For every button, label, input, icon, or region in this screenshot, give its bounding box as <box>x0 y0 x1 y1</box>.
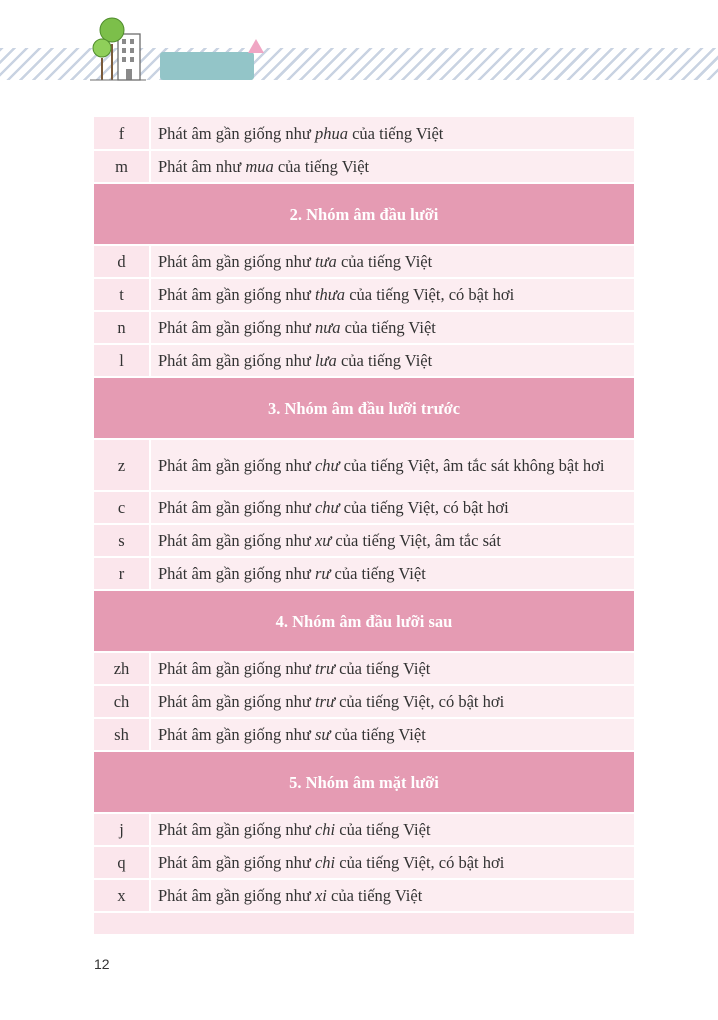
description-text: Phát âm gần giống như <box>158 285 315 304</box>
pinyin-letter: ch <box>94 685 150 718</box>
pronunciation-description <box>150 813 634 846</box>
pronunciation-description <box>150 439 634 491</box>
example-word: chư <box>314 455 340 475</box>
pinyin-letter: zh <box>94 652 150 685</box>
description-text: Phát âm gần giống như <box>158 820 315 839</box>
table-row <box>94 524 634 557</box>
example-word: lưa <box>314 351 337 370</box>
pronunciation-description <box>150 278 634 311</box>
description-text: của tiếng Việt <box>330 564 426 583</box>
example-word: trư <box>314 659 335 678</box>
example-word: thưa <box>314 285 346 304</box>
example-word: trư <box>314 692 335 711</box>
table-row <box>94 117 634 150</box>
pronunciation-description <box>150 685 634 718</box>
table-row <box>94 245 634 278</box>
pinyin-letter: c <box>94 491 150 524</box>
description-text: của tiếng Việt <box>336 351 433 370</box>
description-text: của tiếng Việt, có bật hơi <box>335 853 505 872</box>
pronunciation-description <box>150 879 634 912</box>
description-text: Phát âm gần giống như <box>158 692 315 711</box>
pronunciation-table-body <box>94 117 634 934</box>
description-text: của tiếng Việt, âm tắc sát không bật hơi <box>339 455 605 475</box>
example-word: xư <box>314 531 332 550</box>
description-text: Phát âm gần giống như <box>158 531 315 550</box>
pronunciation-description <box>150 150 634 183</box>
description-text: của tiếng Việt, âm tắc sát <box>331 531 501 550</box>
table-row <box>94 879 634 912</box>
pronunciation-description <box>150 311 634 344</box>
table-row <box>94 439 634 491</box>
pronunciation-description <box>150 557 634 590</box>
description-text: Phát âm gần giống như <box>158 886 315 905</box>
description-text: Phát âm gần giống như <box>158 498 315 517</box>
description-text: Phát âm gần giống như <box>158 659 315 678</box>
table-row <box>94 685 634 718</box>
triangle-icon <box>248 39 264 53</box>
pinyin-letter: t <box>94 278 150 311</box>
description-text: của tiếng Việt, có bật hơi <box>339 498 509 517</box>
group-header-row <box>94 183 634 245</box>
pinyin-letter: r <box>94 557 150 590</box>
table-row <box>94 311 634 344</box>
group-header-row <box>94 751 634 813</box>
pinyin-letter: s <box>94 524 150 557</box>
description-text: Phát âm gần giống như <box>158 725 315 744</box>
table-footer-spacer <box>94 912 634 934</box>
pinyin-letter: j <box>94 813 150 846</box>
example-word: rư <box>314 564 331 583</box>
example-word: chư <box>314 498 340 517</box>
table-row <box>94 846 634 879</box>
description-text: của tiếng Việt <box>335 820 431 839</box>
group-header-row <box>94 377 634 439</box>
pinyin-letter: x <box>94 879 150 912</box>
group-header-row <box>94 590 634 652</box>
pronunciation-description <box>150 491 634 524</box>
example-word: chi <box>314 820 336 839</box>
description-text: Phát âm gần giống như <box>158 455 315 475</box>
page-number: 12 <box>94 956 110 972</box>
description-text: Phát âm gần giống như <box>158 318 315 337</box>
table-row <box>94 652 634 685</box>
description-text: của tiếng Việt, có bật hơi <box>334 692 505 711</box>
pronunciation-table <box>94 117 634 934</box>
pinyin-letter: l <box>94 344 150 377</box>
pinyin-letter: sh <box>94 718 150 751</box>
pinyin-letter: z <box>94 439 150 491</box>
description-text: của tiếng Việt <box>347 123 444 143</box>
pronunciation-description <box>150 117 634 150</box>
example-word: xi <box>314 886 327 905</box>
description-text: của tiếng Việt <box>336 252 433 271</box>
description-text: Phát âm gần giống như <box>158 351 315 370</box>
pinyin-letter: d <box>94 245 150 278</box>
group-header-title: 5. Nhóm âm mặt lưỡi <box>94 751 634 813</box>
group-header-title: 4. Nhóm âm đầu lưỡi sau <box>94 590 634 652</box>
description-text: Phát âm gần giống như <box>158 564 315 583</box>
table-row <box>94 150 634 183</box>
description-text: của tiếng Việt <box>334 659 431 678</box>
pinyin-letter: q <box>94 846 150 879</box>
pronunciation-description <box>150 718 634 751</box>
table-row <box>94 813 634 846</box>
pinyin-letter: n <box>94 311 150 344</box>
pronunciation-description <box>150 652 634 685</box>
table-row <box>94 491 634 524</box>
pronunciation-description <box>150 245 634 278</box>
table-row <box>94 278 634 311</box>
example-word: tưa <box>314 252 337 271</box>
description-text: của tiếng Việt, có bật hơi <box>345 285 515 304</box>
description-text: của tiếng Việt <box>340 318 436 337</box>
description-text: Phát âm gần giống như <box>158 853 315 872</box>
example-word: phua <box>314 123 348 143</box>
table-footer-cell <box>94 912 634 934</box>
trees-building-illustration-icon <box>88 14 150 84</box>
description-text: của tiếng Việt <box>273 157 370 176</box>
table-row <box>94 344 634 377</box>
description-text: Phát âm gần giống như <box>158 252 315 271</box>
chapter-tab <box>160 52 254 80</box>
example-word: mua <box>245 157 274 176</box>
group-header-title: 3. Nhóm âm đầu lưỡi trước <box>94 377 634 439</box>
table-row <box>94 557 634 590</box>
pronunciation-description <box>150 524 634 557</box>
example-word: nưa <box>314 318 341 337</box>
description-text: của tiếng Việt <box>330 725 426 744</box>
table-row <box>94 718 634 751</box>
pinyin-letter: m <box>94 150 150 183</box>
example-word: chi <box>314 853 336 872</box>
pinyin-letter: f <box>94 117 150 150</box>
pronunciation-description <box>150 846 634 879</box>
pronunciation-description <box>150 344 634 377</box>
description-text: Phát âm gần giống như <box>158 123 315 143</box>
description-text: của tiếng Việt <box>326 886 423 905</box>
description-text: Phát âm như <box>158 157 246 176</box>
group-header-title: 2. Nhóm âm đầu lưỡi <box>94 183 634 245</box>
example-word: sư <box>314 725 331 744</box>
